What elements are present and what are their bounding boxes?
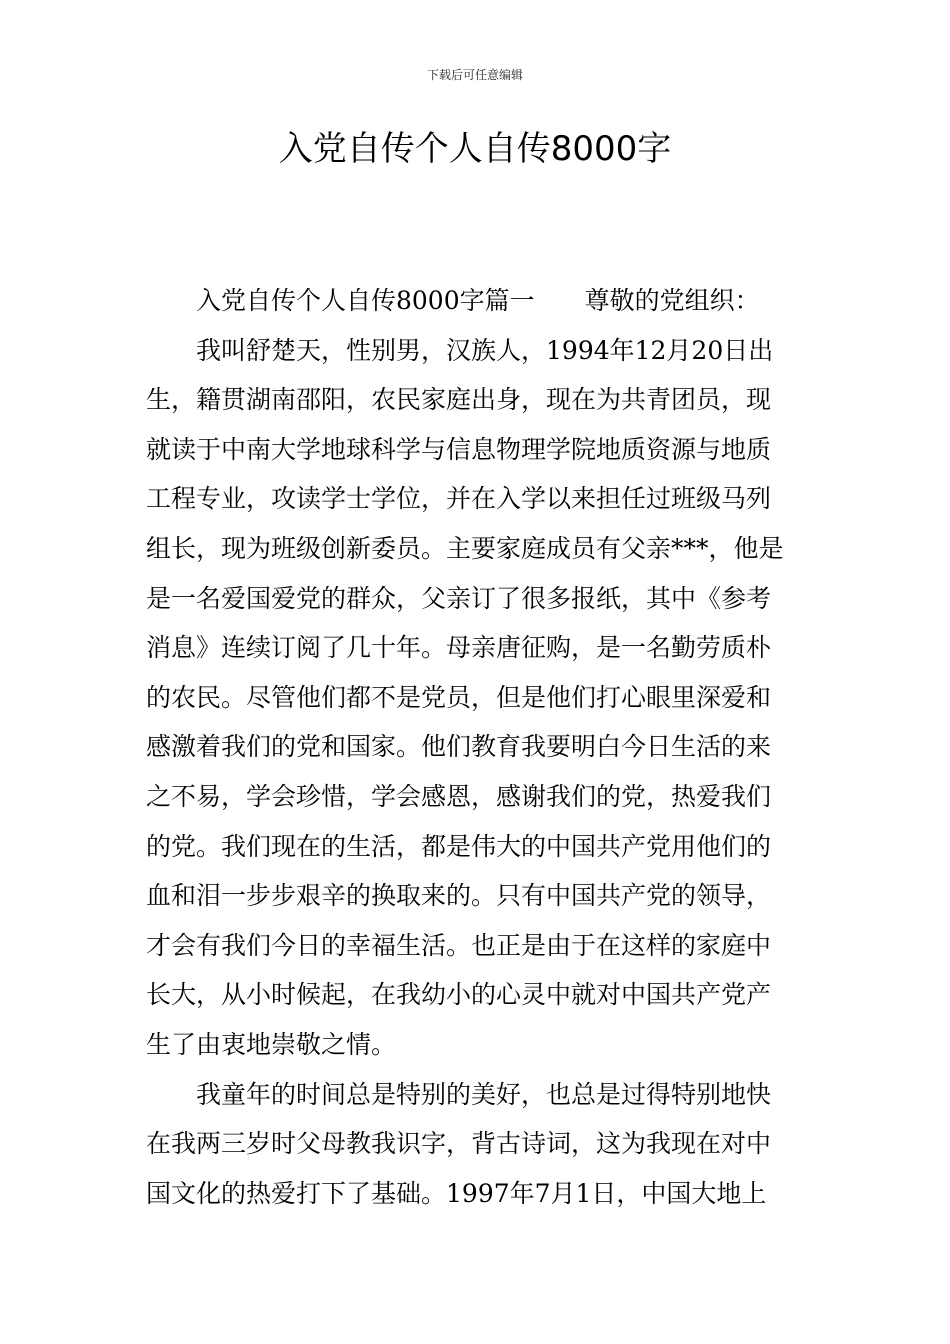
text-line: 是一名爱国爱党的群众，父亲订了很多报纸，其中《参考	[146, 583, 772, 613]
text-line: 生，籍贯湖南邵阳，农民家庭出身，现在为共青团员，现	[146, 385, 772, 415]
text-line: 长大，从小时候起，在我幼小的心灵中就对中国共产党产	[146, 980, 772, 1010]
text-line: 我叫舒楚天，性别男，汉族人，1994年12月20日出	[196, 335, 774, 365]
document-body	[146, 276, 810, 1218]
page-header-note: 下载后可任意编辑	[426, 68, 523, 82]
text-line: 才会有我们今日的幸福生活。也正是由于在这样的家庭中	[146, 930, 772, 960]
text-line: 血和泪一步步艰辛的换取来的。只有中国共产党的领导，	[146, 881, 772, 911]
text-line: 就读于中南大学地球科学与信息物理学院地质资源与地质	[146, 434, 772, 464]
text-line: 消息》连续订阅了几十年。母亲唐征购，是一名勤劳质朴	[146, 633, 772, 663]
paragraph-2	[146, 1070, 810, 1219]
text-line: 在我两三岁时父母教我识字，背古诗词，这为我现在对中	[146, 1129, 772, 1159]
section-heading: 入党自传个人自传8000字篇一	[196, 286, 535, 315]
document-title: 入党自传个人自传8000字	[278, 129, 672, 169]
text-line: 工程专业，攻读学士学位，并在入学以来担任过班级马列	[146, 484, 772, 514]
text-line: 之不易，学会珍惜，学会感恩，感谢我们的党，热爱我们	[146, 781, 772, 811]
text-line: 的党。我们现在的生活，都是伟大的中国共产党用他们的	[146, 831, 772, 861]
text-line: 的农民。尽管他们都不是党员，但是他们打心眼里深爱和	[146, 682, 772, 712]
text-line: 我童年的时间总是特别的美好，也总是过得特别地快	[196, 1079, 772, 1109]
text-line: 国文化的热爱打下了基础。1997年7月1日，中国大地上	[146, 1178, 767, 1208]
text-line: 组长，现为班级创新委员。主要家庭成员有父亲***，他是	[146, 533, 784, 563]
opening-line	[146, 276, 810, 326]
salutation: 尊敬的党组织：	[584, 286, 760, 315]
paragraph-1	[146, 326, 810, 1070]
text-line: 感激着我们的党和国家。他们教育我要明白今日生活的来	[146, 732, 772, 762]
text-line: 生了由衷地崇敬之情。	[146, 1029, 397, 1059]
